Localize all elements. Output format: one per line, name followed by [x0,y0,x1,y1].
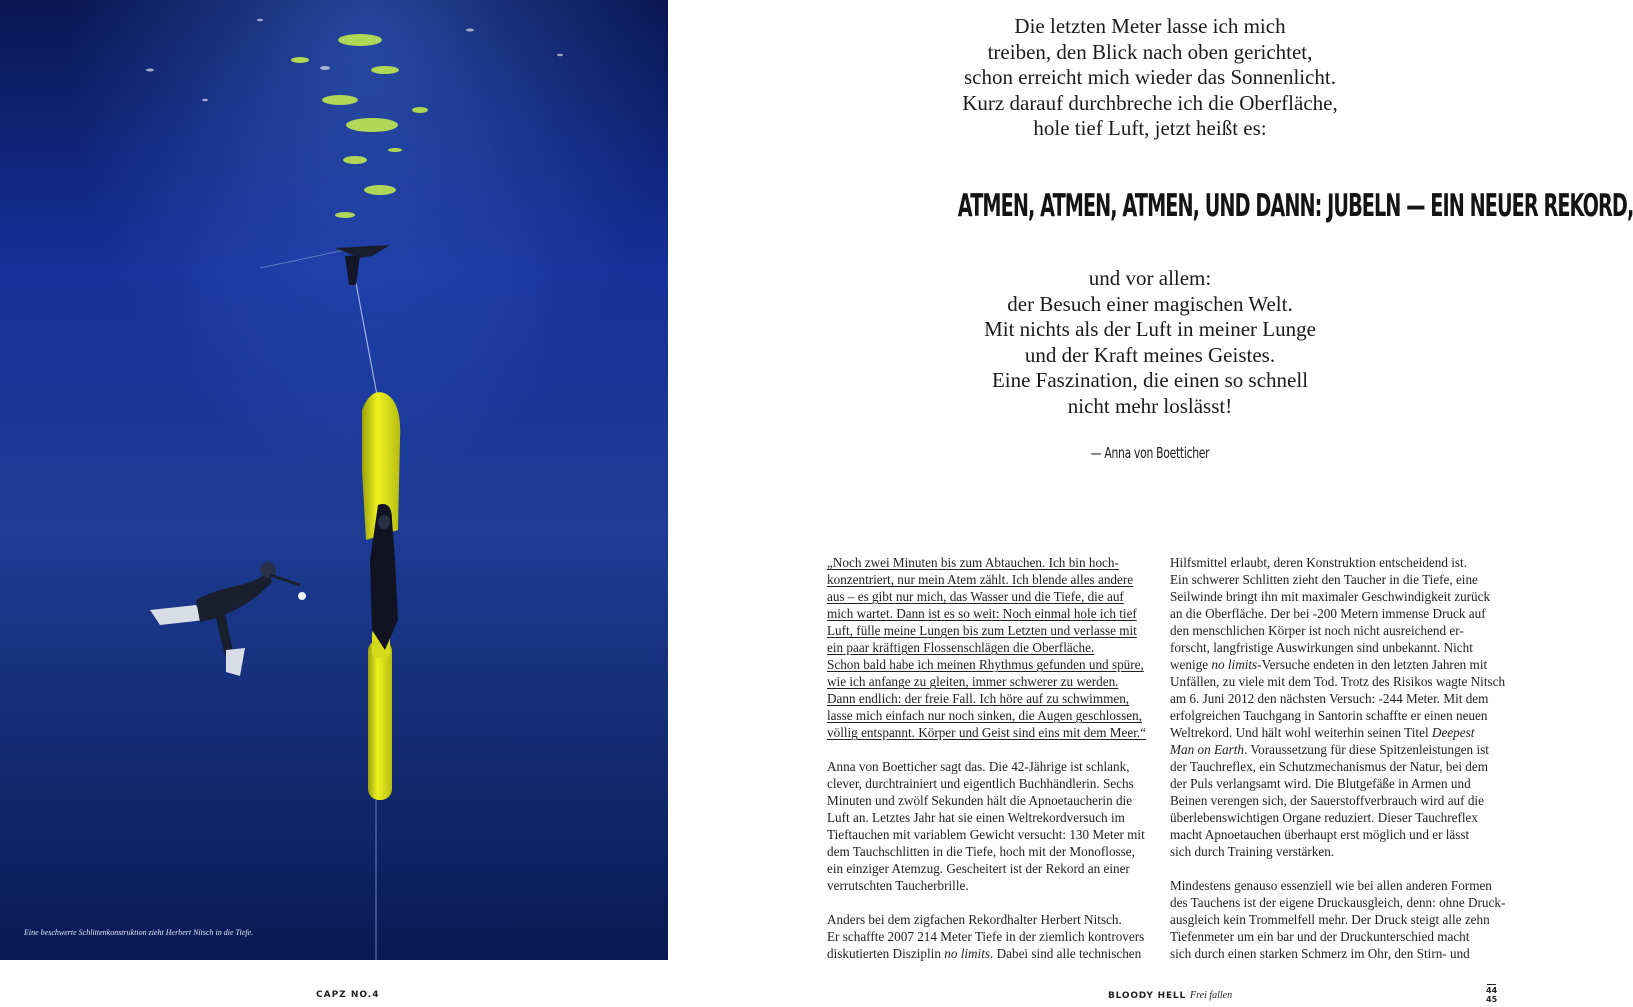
body-line: den menschlichen Körper ist noch nicht ausreichend er- [1170,623,1464,638]
body-line: Mindestens genauso essenziell wie bei allen anderen Formen [1170,878,1492,893]
quote-line: aus – es gibt nur mich, das Wasser und die Tiefe, die auf [827,589,1124,604]
text-run: diskutierten Disziplin [827,946,945,961]
body-line: verrutschten Taucherbrille. [827,878,969,893]
intro-line: treiben, den Blick nach oben gerichtet, [987,39,1313,64]
body-line [1170,741,1495,758]
paragraph-druckausgleich [1170,877,1506,962]
text-run: . Voraussetzung für diese Spitzenleistungen ist [1244,742,1489,757]
body-column-2 [1170,554,1506,962]
quote-line: Luft, fülle meine Lungen bis zum Letzten und verlasse mit [827,623,1137,638]
body-line: an die Oberfläche. Der bei -200 Metern immense Druck auf [1170,606,1486,621]
body-line: Seilwinde bringt ihn mit maximaler Geschwindigkeit zurück [1170,589,1491,604]
italic-term: no limits [1211,657,1258,672]
text-run: Weltrekord. Und hält wohl weiterhin seinen Titel [1170,725,1432,740]
quote-line: „Noch zwei Minuten bis zum Abtauchen. Ich bin hoch- [827,555,1119,570]
sled-tank [368,640,392,800]
body-line: Tiefenmeter um ein bar und der Druckunterschied macht [1170,929,1470,944]
body-line: Anna von Boetticher sagt das. Die 42-Jährige ist schlank, [827,759,1130,774]
body-line: überlebenswichtigen Organe reduziert. Dieser Tauchreflex [1170,810,1478,825]
section-subtitle: Frei fallen [1190,990,1233,1001]
body-line: macht Apnoetauchen überhaupt erst möglich und er lässt [1170,827,1470,842]
quote-line: Dann endlich: der freie Fall. Ich höre auf zu schwimmen, [827,691,1130,706]
body-line: dem Tauchschlitten in die Tiefe, hoch mit der Monoflosse, [827,844,1135,859]
body-line: sich durch Training verstärken. [1170,844,1335,859]
intro-line: schon erreicht mich wieder das Sonnenlicht. [963,65,1337,89]
body-line: Ein schwerer Schlitten zieht den Taucher in die Tiefe, eine [1170,572,1478,587]
photo-caption: Eine beschwerte Schlittenkonstruktion zieht Herbert Nitsch in die Tiefe. [24,928,254,937]
body-column-1 [827,554,1157,962]
photo-illustration [0,0,668,960]
body-line: Luft an. Letztes Jahr hat sie einen Weltrekordversuch im [827,810,1125,825]
body-line: der Tauchreflex, ein Schutzmechanismus der Natur, bei dem [1170,759,1488,774]
text-run: . Dabei sind alle technischen [990,946,1142,961]
page-number-right: 45 [1486,995,1498,1004]
body-line: sich durch einen starken Schmerz im Ohr, den Stirn- und [1170,946,1470,961]
outro-line: Eine Faszination, die einen so schnell [991,368,1309,392]
text-run: wenige [1170,657,1212,672]
body-line: Er schaffte 2007 214 Meter Tiefe in der ziemlich kontrovers [827,929,1145,944]
page-number-rule [1487,984,1496,985]
intro-pullquote [870,14,1430,142]
outro-line: Mit nichts als der Luft in meiner Lunge [984,317,1316,341]
outro-line: der Besuch einer magischen Welt. [1007,291,1293,316]
magazine-name: CAPZ NO.4 [316,990,380,1000]
paragraph-nitsch [827,911,1157,962]
intro-line: Die letzten Meter lasse ich mich [1014,14,1286,38]
light-glow [0,0,668,960]
headline: ATMEN, ATMEN, ATMEN, UND DANN: JUBELN — EIN NEUER REKORD, [957,188,1633,224]
body-line: forscht, langfristige Auswirkungen sind unbekannt. Nicht [1170,640,1473,655]
author-credit: — Anna von Boetticher [1090,444,1210,462]
quote-line: konzentriert, nur mein Atem zählt. Ich blende alles andere [827,572,1134,587]
quote-line: völlig entspannt. Körper und Geist sind eins mit dem Meer.“ [827,725,1147,740]
body-line: clever, durchtrainiert und eigentlich Buchhändlerin. Sechs [827,776,1134,791]
diver-head [378,515,390,529]
body-line [827,945,1157,962]
body-line: Unfällen, zu viele mit dem Tod. Trotz des Risikos wagte Nitsch [1170,674,1506,689]
page-number-left: 44 [1486,986,1498,995]
paragraph-technik [1170,554,1506,860]
underwater-photo [0,0,668,960]
quote-line: ein paar kräftigen Flossenschlägen die Oberfläche. [827,640,1095,655]
text-run: -Versuche endeten in den letzten Jahren mit [1257,657,1488,672]
body-line [1170,724,1495,741]
paragraph-boetticher [827,758,1157,894]
body-line: Anders bei dem zigfachen Rekordhalter Herbert Nitsch. [827,912,1122,927]
body-line: ein einziger Atemzug. Gescheitert ist der Rekord an einer [827,861,1130,876]
italic-term: no limits [944,946,991,961]
section-label [1108,990,1232,1001]
body-line: des Tauchens ist der eigene Druckausgleich, denn: ohne Druck- [1170,895,1506,910]
body-line [1170,656,1495,673]
body-line: ausgleich kein Trommelfell mehr. Der Druck steigt alle zehn [1170,912,1490,927]
quote-line: Schon bald habe ich meinen Rhythmus gefunden und spüre, [827,657,1144,672]
body-line: Minuten und zwölf Sekunden hält die Apnoetaucherin die [827,793,1133,808]
body-line: Tieftauchen mit variablem Gewicht versucht: 130 Meter mit [827,827,1145,842]
quote-line: wie ich anfange zu gleiten, immer schwerer zu werden. [827,674,1119,689]
section-title: BLOODY HELL [1108,991,1186,1001]
body-line: am 6. Juni 2012 den nächsten Versuch: -244 Meter. Mit dem [1170,691,1489,706]
italic-term: Deepest [1431,725,1475,740]
body-line: der Puls verlangsamt wird. Die Blutgefäße in Armen und [1170,776,1471,791]
outro-line: und der Kraft meines Geistes. [1024,342,1276,367]
page-numbers [1486,984,1497,1004]
quote-line: lasse mich einfach nur noch sinken, die Augen geschlossen, [827,708,1142,723]
outro-line: und vor allem: [1088,266,1212,290]
intro-line: Kurz darauf durchbreche ich die Oberfläche, [962,90,1338,115]
italic-term: Man on Earth [1170,742,1244,757]
quote-line: mich wartet. Dann ist es so weit: Noch einmal hole ich tief [827,606,1137,621]
outro-line: nicht mehr loslässt! [1067,393,1233,418]
body-line: erfolgreichen Tauchgang in Santorin schaffte er einen neuen [1170,708,1488,723]
body-line: Hilfsmittel erlaubt, deren Konstruktion entscheidend ist. [1170,555,1468,570]
body-line: Beinen verengen sich, der Sauerstoffverbrauch wird auf die [1170,793,1484,808]
outro-pullquote [870,266,1430,419]
opening-quote [827,554,1157,741]
intro-line: hole tief Luft, jetzt heißt es: [1033,116,1267,140]
